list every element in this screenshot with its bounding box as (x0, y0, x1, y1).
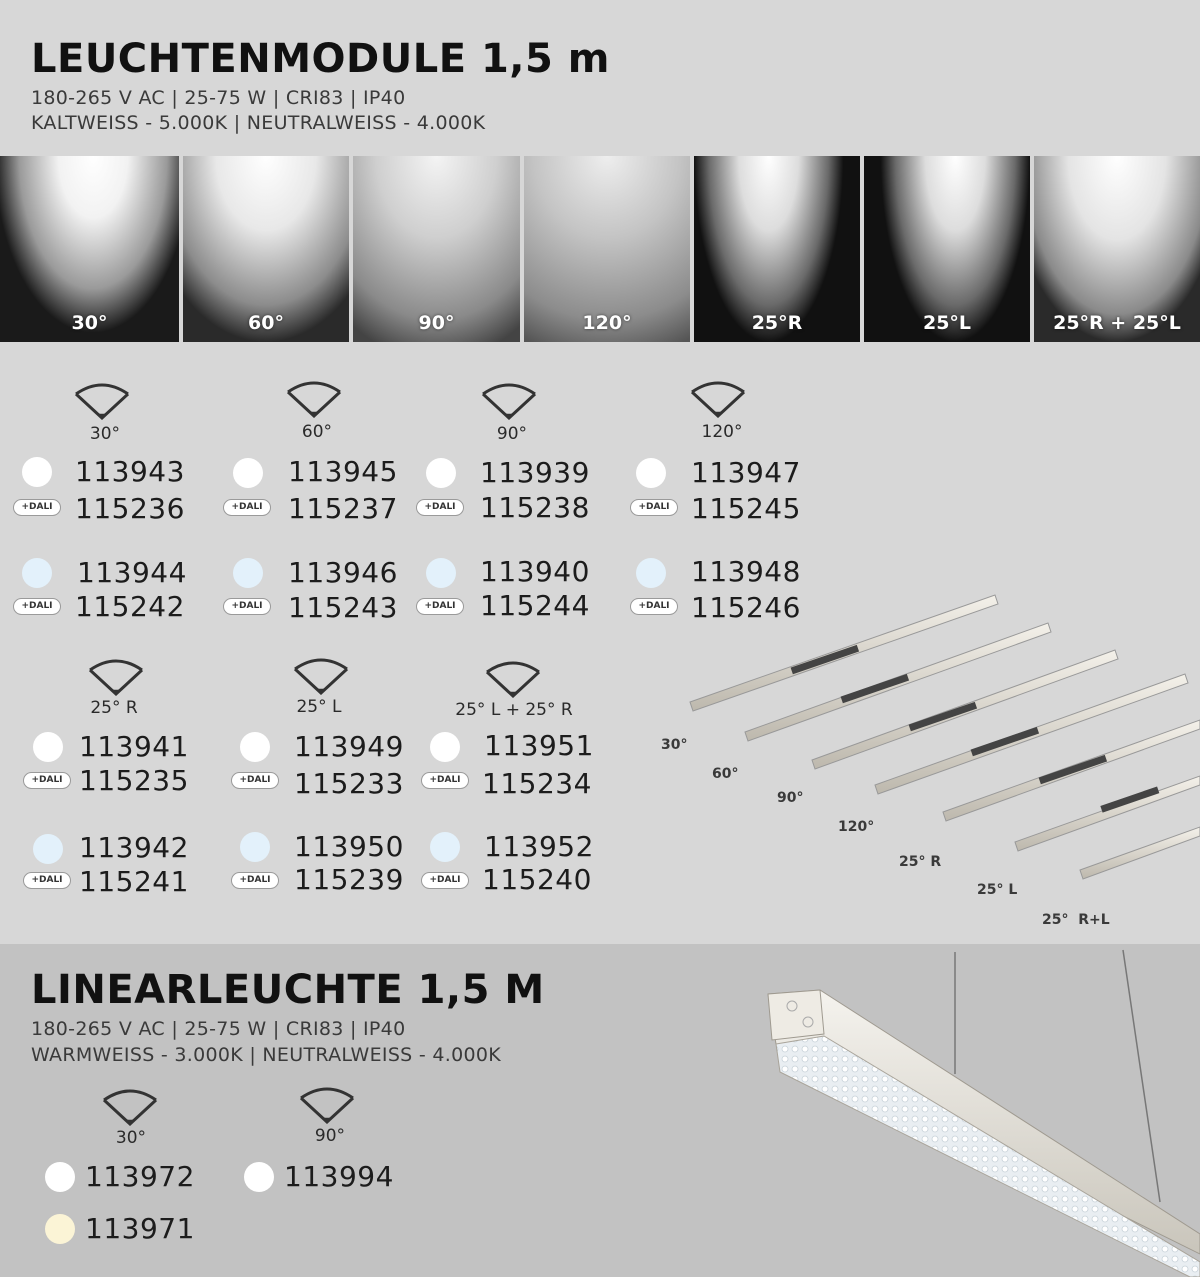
dali-badge: +DALI (223, 499, 271, 516)
beam-angle-icon (86, 656, 146, 696)
article-number: 113946 (288, 556, 398, 589)
color-swatch-neutral (244, 1162, 274, 1192)
beam-angle-icon (479, 380, 539, 420)
dali-badge: +DALI (13, 499, 61, 516)
color-swatch-neutral (22, 558, 52, 588)
color-swatch-cold (22, 457, 52, 487)
color-swatch-cold (240, 732, 270, 762)
color-swatch-cold (426, 458, 456, 488)
beam-angle-label: 60° (301, 422, 333, 442)
rail-label: 25° R (899, 854, 942, 870)
module-rails-illustration (640, 580, 1200, 930)
module-spec-electrical: 180-265 V AC | 25-75 W | CRI83 | IP40 (31, 87, 406, 109)
rail-label: 25° L (977, 882, 1018, 898)
beam-angle-icon (483, 658, 543, 698)
dali-badge: +DALI (630, 499, 678, 516)
beam-angle-icon (291, 655, 351, 695)
beam-angle-label: 120° (701, 422, 743, 442)
module-title: LEUCHTENMODULE 1,5 m (31, 36, 610, 82)
dali-badge: +DALI (231, 772, 279, 789)
article-number: 115241 (79, 865, 189, 898)
rail-25rl (1080, 827, 1200, 879)
beam-angle-label: 25° R (90, 698, 138, 718)
rail-label: 60° (712, 766, 739, 782)
article-number: 115243 (288, 591, 398, 624)
beam-photo-120 (524, 156, 690, 342)
linear-spec-color: WARMWEISS - 3.000K | NEUTRALWEISS - 4.000K (31, 1044, 502, 1066)
beam-label: 25°L (922, 312, 972, 334)
article-number: 113940 (480, 555, 590, 588)
article-number: 115245 (691, 492, 801, 525)
color-swatch-cold (233, 458, 263, 488)
beam-label: 25°R + 25°L (1053, 312, 1181, 334)
article-number: 113972 (85, 1160, 195, 1193)
color-swatch-cold (430, 732, 460, 762)
article-number: 113971 (85, 1212, 195, 1245)
article-number: 115244 (480, 589, 590, 622)
beam-angle-icon (688, 378, 748, 418)
beam-angle-label: 30° (89, 424, 121, 444)
color-swatch-cold (636, 458, 666, 488)
dali-badge: +DALI (23, 772, 71, 789)
beam-angle-strip (0, 156, 1200, 342)
rail-label: 30° (661, 737, 688, 753)
dali-badge: +DALI (416, 598, 464, 615)
linear-luminaire-illustration (740, 944, 1200, 1277)
color-swatch-cold (33, 732, 63, 762)
rail-90 (812, 650, 1118, 769)
article-number: 113952 (484, 830, 594, 863)
article-number: 113994 (284, 1160, 394, 1193)
beam-label: 120° (582, 312, 632, 334)
article-number: 113948 (691, 555, 801, 588)
article-number: 113949 (294, 730, 404, 763)
beam-photo-30 (0, 156, 179, 342)
dali-badge: +DALI (23, 872, 71, 889)
linear-title: LINEARLEUCHTE 1,5 M (31, 967, 545, 1013)
rail-label: 25° R+L (1042, 912, 1110, 928)
beam-label: 25°R (751, 312, 803, 334)
beam-angle-label: 90° (314, 1126, 346, 1146)
module-spec-color: KALTWEISS - 5.000K | NEUTRALWEISS - 4.000K (31, 112, 486, 134)
beam-angle-label: 30° (115, 1128, 147, 1148)
article-number: 115237 (288, 492, 398, 525)
beam-photo-60 (183, 156, 349, 342)
beam-label: 60° (248, 312, 284, 334)
dali-badge: +DALI (421, 772, 469, 789)
dali-badge: +DALI (630, 598, 678, 615)
article-number: 113939 (480, 456, 590, 489)
beam-label: 90° (418, 312, 455, 334)
beam-photo-25rl (1034, 156, 1200, 342)
beam-label: 30° (71, 312, 108, 334)
beam-angle-icon (297, 1084, 357, 1124)
dali-badge: +DALI (231, 872, 279, 889)
article-number: 115246 (691, 591, 801, 624)
beam-angle-icon (284, 378, 344, 418)
article-number: 115234 (482, 767, 592, 800)
beam-angle-label: 25° L + 25° R (455, 700, 573, 720)
beam-angle-label: 90° (496, 424, 528, 444)
color-swatch-neutral (33, 834, 63, 864)
beam-angle-icon (72, 380, 132, 420)
article-number: 115233 (294, 767, 404, 800)
color-swatch-warm (45, 1214, 75, 1244)
rail-120 (875, 674, 1188, 794)
color-swatch-neutral (45, 1162, 75, 1192)
rail-25r (943, 720, 1200, 821)
article-number: 115236 (75, 492, 185, 525)
dali-badge: +DALI (416, 499, 464, 516)
color-swatch-neutral (240, 832, 270, 862)
beam-angle-icon (100, 1086, 160, 1126)
article-number: 113943 (75, 455, 185, 488)
color-swatch-neutral (233, 558, 263, 588)
rail-60 (745, 623, 1051, 741)
article-number: 113950 (294, 830, 404, 863)
article-number: 115235 (79, 764, 189, 797)
beam-angle-label: 25° L (296, 697, 342, 717)
article-number: 113942 (79, 831, 189, 864)
rail-label: 90° (777, 790, 804, 806)
article-number: 115242 (75, 590, 185, 623)
article-number: 115239 (294, 863, 404, 896)
beam-photo-25r (694, 156, 860, 342)
article-number: 113947 (691, 456, 801, 489)
dali-badge: +DALI (13, 598, 61, 615)
rail-30 (690, 595, 998, 711)
color-swatch-neutral (426, 558, 456, 588)
article-number: 113951 (484, 729, 594, 762)
color-swatch-neutral (430, 832, 460, 862)
linear-spec-electrical: 180-265 V AC | 25-75 W | CRI83 | IP40 (31, 1018, 406, 1040)
dali-badge: +DALI (223, 598, 271, 615)
article-number: 113941 (79, 730, 189, 763)
beam-photo-90 (353, 156, 520, 342)
beam-photo-25l (864, 156, 1030, 342)
article-number: 115240 (482, 863, 592, 896)
dali-badge: +DALI (421, 872, 469, 889)
article-number: 113945 (288, 455, 398, 488)
article-number: 115238 (480, 491, 590, 524)
rail-label: 120° (838, 819, 875, 835)
article-number: 113944 (77, 556, 187, 589)
